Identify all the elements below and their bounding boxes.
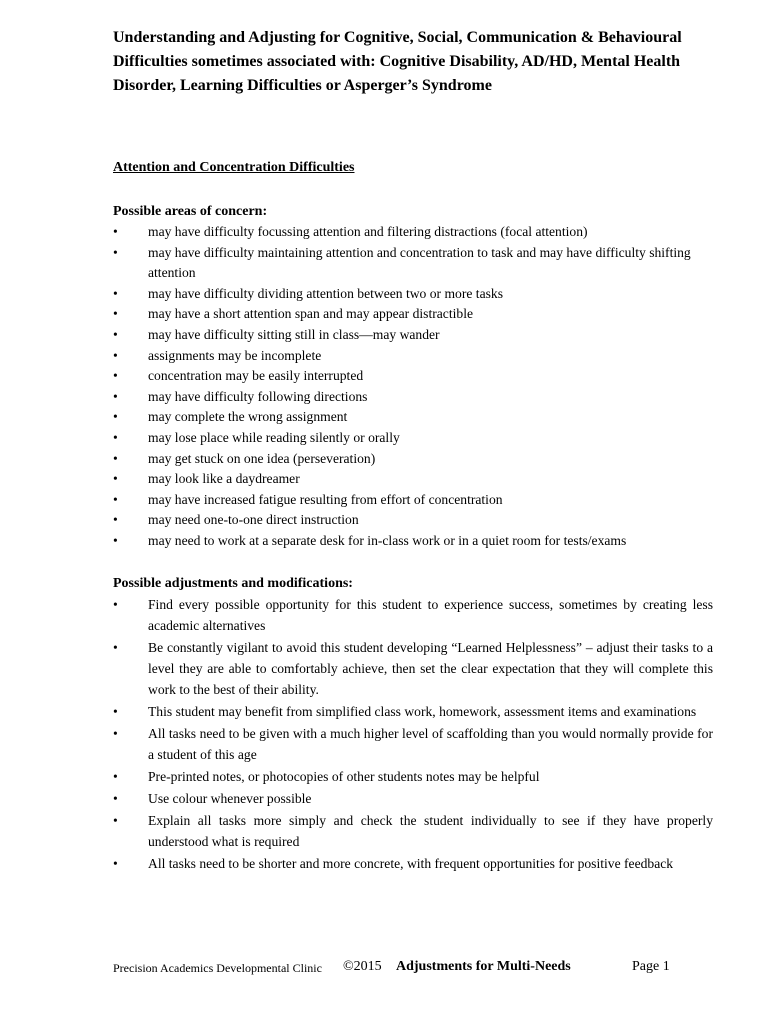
bullet-icon: • [113,491,118,507]
bullet-icon: • [113,726,118,741]
section-title: Attention and Concentration Difficulties [113,160,355,175]
list-item [113,637,713,700]
adjustments-heading: Possible adjustments and modifications: [113,576,353,591]
bullet-icon: • [113,856,118,871]
list-item-text: may have a short attention span and may appear distractible [148,306,474,322]
list-item [113,304,713,325]
list-item-text: may look like a daydreamer [148,471,300,487]
bullet-icon: • [113,704,118,719]
list-item [113,510,713,531]
bullet-icon: • [113,347,118,363]
bullet-icon: • [113,326,118,342]
list-item-text: may have difficulty dividing attention between two or more tasks [148,285,503,301]
list-item-text: may have difficulty sitting still in class—may wander [148,326,440,342]
list-item [113,222,713,243]
list-item [113,723,713,765]
concerns-section [113,202,713,552]
list-item-text: may have difficulty maintaining attention and concentration to task and may have difficulty shifting attention [148,244,691,281]
list-item [113,766,713,787]
list-item-text: may need one-to-one direct instruction [148,512,359,528]
bullet-icon: • [113,813,118,828]
bullet-icon: • [113,791,118,806]
list-item-text: assignments may be incomplete [148,347,322,363]
bullet-icon: • [113,306,118,322]
adjustments-section [113,574,713,875]
list-item [113,594,713,636]
concerns-heading: Possible areas of concern: [113,204,268,219]
bullet-icon: • [113,532,118,548]
list-item [113,810,713,852]
list-item [113,346,713,367]
list-item-text: Explain all tasks more simply and check the student individually to see if they have properly understood what is required [148,813,713,849]
list-item [113,490,713,511]
footer-clinic: Precision Academics Developmental Clinic [113,961,322,975]
list-item [113,243,713,284]
list-item-text: concentration may be easily interrupted [148,368,364,384]
list-item [113,428,713,449]
document-title: Understanding and Adjusting for Cognitive, Social, Communication & Behavioural Difficulties sometimes associated with: Cognitive Disability, AD/HD, Mental Health Disorder, Learning Difficulties or Asperger’s Syndrome [113,29,682,94]
bullet-icon: • [113,769,118,784]
bullet-icon: • [113,244,118,260]
bullet-icon: • [113,471,118,487]
bullet-icon: • [113,409,118,425]
list-item [113,449,713,470]
list-item-text: may need to work at a separate desk for in-class work or in a quiet room for tests/exams [148,532,627,548]
list-item [113,853,713,874]
bullet-icon: • [113,512,118,528]
list-item-text: All tasks need to be shorter and more concrete, with frequent opportunities for positive feedback [148,856,674,871]
adjustments-list [113,594,713,874]
list-item [113,387,713,408]
list-item-text: All tasks need to be given with a much higher level of scaffolding than you would normally provide for a student of this age [148,726,713,762]
list-item-text: Find every possible opportunity for this student to experience success, sometimes by creating less academic alternatives [148,597,713,633]
list-item-text: may lose place while reading silently or orally [148,429,400,445]
footer-copyright: ©2015 [343,959,382,974]
document-page [113,26,713,871]
list-item-text: may have difficulty focussing attention and filtering distractions (focal attention) [148,224,588,239]
list-item [113,788,713,809]
footer-doc-title: Adjustments for Multi-Needs [396,959,571,974]
bullet-icon: • [113,368,118,384]
list-item [113,325,713,346]
bullet-icon: • [113,429,118,445]
bullet-icon: • [113,450,118,466]
bullet-icon: • [113,597,118,612]
list-item [113,284,713,305]
list-item-text: may have increased fatigue resulting from effort of concentration [148,491,503,507]
list-item-text: may get stuck on one idea (perseveration) [148,450,376,466]
bullet-icon: • [113,388,118,404]
bullet-icon: • [113,224,118,239]
concerns-list [113,222,713,552]
list-item-text: Use colour whenever possible [148,791,312,806]
list-item [113,701,713,722]
list-item-text: Be constantly vigilant to avoid this student developing “Learned Helplessness” – adjust their tasks to a level they are able to comfortably achieve, then set the clear expectation that they will complete this work to the best of their ability. [148,640,713,697]
bullet-icon: • [113,285,118,301]
list-item-text: may complete the wrong assignment [148,409,348,425]
list-item [113,531,713,552]
list-item-text: This student may benefit from simplified class work, homework, assessment items and examinations [148,704,697,719]
footer-page-number: Page 1 [632,959,670,974]
list-item [113,407,713,428]
bullet-icon: • [113,640,118,655]
list-item [113,469,713,490]
list-item [113,366,713,387]
list-item-text: may have difficulty following directions [148,388,368,404]
list-item-text: Pre-printed notes, or photocopies of other students notes may be helpful [148,769,540,784]
